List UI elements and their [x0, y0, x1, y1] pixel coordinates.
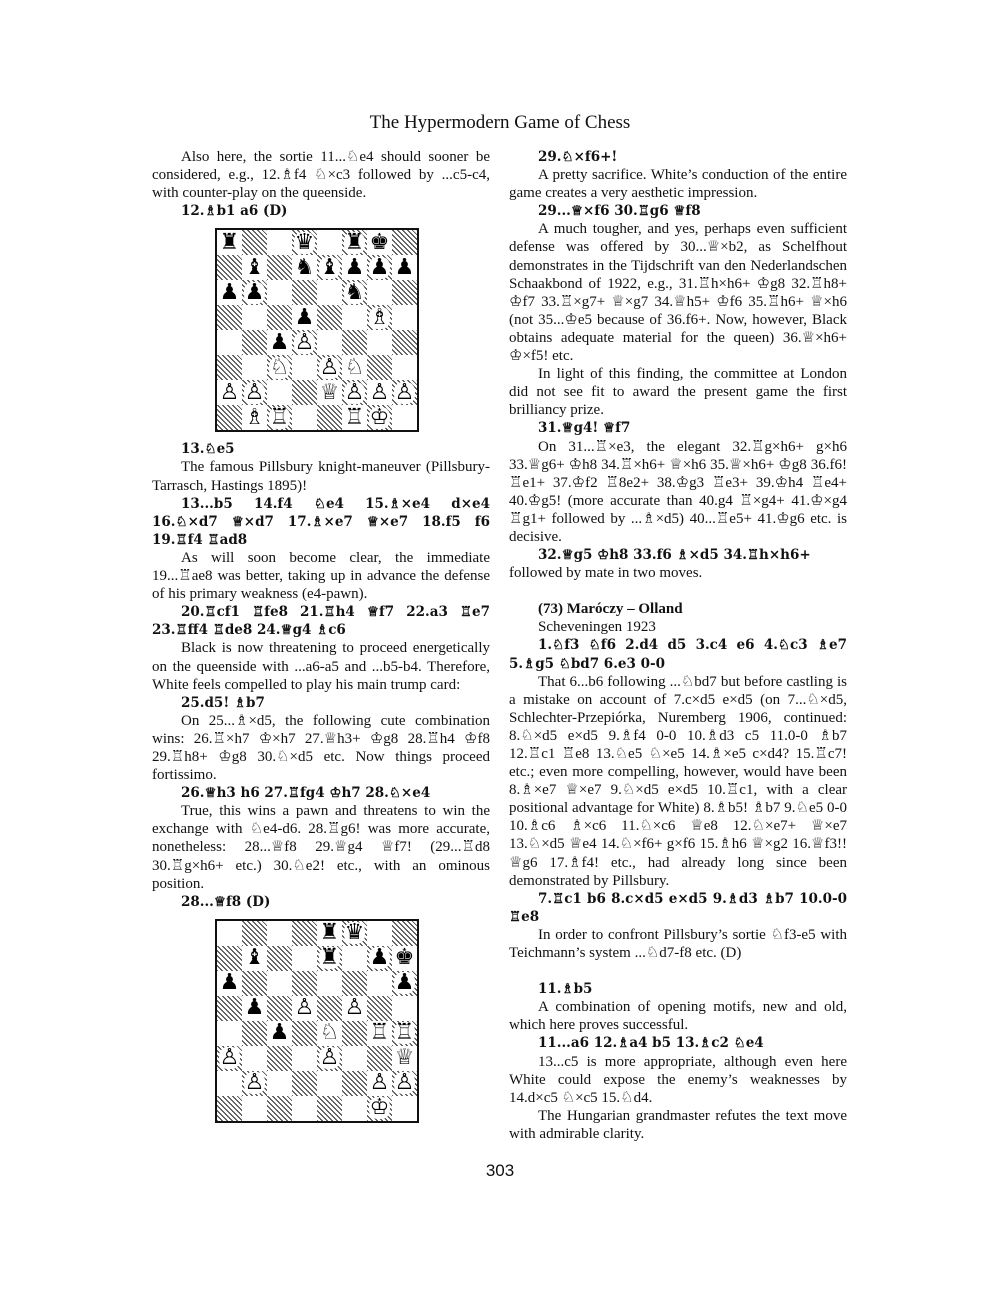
chess-diagram-2	[215, 919, 419, 1123]
board-square	[242, 305, 267, 330]
board-square	[292, 971, 317, 996]
paragraph: In order to confront Pillsbury’s sortie ♘f3-e5 with Teichmann’s system ...♘d7-f8 etc. (D)	[509, 926, 847, 962]
move-line: 29.♘×f6+!	[538, 149, 618, 165]
move-line: 26.♕h3 h6 27.♖fg4 ♔h7 28.♘×e4	[181, 785, 431, 802]
board-square	[217, 255, 242, 280]
board-square	[342, 1071, 367, 1096]
board-square	[242, 280, 267, 305]
chess-piece-icon: ♙	[219, 379, 240, 405]
board-square	[317, 1021, 342, 1046]
board-square	[317, 996, 342, 1021]
chess-piece-icon: ♗	[369, 304, 390, 330]
move-line: 32.♕g5 ♔h8 33.f6 ♗×d5 34.♖h×h6+	[538, 547, 811, 564]
chess-piece-icon: ♖	[394, 1020, 415, 1046]
move-line: 25.d5! ♗b7	[181, 694, 265, 711]
move-line: 31.♕g4! ♕f7	[538, 420, 631, 437]
chess-piece-icon: ♘	[344, 354, 365, 380]
board-square	[267, 1096, 292, 1121]
chess-piece-icon: ♙	[344, 995, 365, 1021]
board-square	[217, 996, 242, 1021]
board-square	[342, 280, 367, 305]
paragraph: followed by mate in two moves.	[509, 565, 703, 582]
board-square	[242, 330, 267, 355]
board-square	[267, 255, 292, 280]
board-square	[392, 280, 417, 305]
board-square	[367, 280, 392, 305]
board-square	[392, 1046, 417, 1071]
board-square	[392, 355, 417, 380]
board-square	[367, 405, 392, 430]
chess-piece-icon: ♙	[219, 1045, 240, 1071]
chess-piece-icon: ♙	[294, 995, 315, 1021]
board-square	[242, 405, 267, 430]
chess-piece-icon: ♗	[244, 404, 265, 430]
board-square	[342, 355, 367, 380]
board-square	[367, 380, 392, 405]
board-square	[367, 1071, 392, 1096]
paragraph: The Hungarian grandmaster refutes the text move with admirable clarity.	[509, 1107, 847, 1142]
chess-piece-icon: ♟	[394, 970, 415, 996]
board-square	[392, 971, 417, 996]
chess-piece-icon: ♙	[319, 354, 340, 380]
paragraph: In light of this finding, the committee at London did not see fit to award the present game the first brilliancy prize.	[509, 366, 847, 419]
board-square	[317, 1071, 342, 1096]
paragraph: A pretty sacrifice. White’s conduction of the entire game creates a very aesthetic impression.	[509, 167, 847, 202]
paragraph: Also here, the sortie 11...♘e4 should sooner be considered, e.g., 12.♗f4 ♘×c3 followed by ...c5-c4, with counter-play on the queenside.	[152, 149, 490, 202]
board-square	[267, 330, 292, 355]
chess-piece-icon: ♙	[244, 1070, 265, 1096]
chess-piece-icon: ♜	[319, 945, 340, 971]
board-square	[217, 921, 242, 946]
chess-piece-icon: ♟	[369, 254, 390, 280]
board-square	[217, 946, 242, 971]
board-square	[292, 1096, 317, 1121]
board-square	[217, 380, 242, 405]
board-square	[242, 1021, 267, 1046]
board-square	[217, 1071, 242, 1096]
chess-piece-icon: ♜	[344, 229, 365, 255]
board-square	[267, 230, 292, 255]
chess-piece-icon: ♙	[369, 379, 390, 405]
move-line: 12.♗b1 a6 (D)	[181, 203, 288, 220]
board-square	[267, 305, 292, 330]
board-square	[392, 330, 417, 355]
running-header: The Hypermodern Game of Chess	[369, 112, 631, 133]
board-square	[217, 1046, 242, 1071]
chess-piece-icon: ♟	[244, 279, 265, 305]
chess-piece-icon: ♚	[394, 945, 415, 971]
board-square	[392, 405, 417, 430]
board-square	[342, 971, 367, 996]
board-square	[267, 1046, 292, 1071]
board-square	[367, 1021, 392, 1046]
board-square	[367, 255, 392, 280]
board-square	[317, 1046, 342, 1071]
board-square	[267, 971, 292, 996]
board-square	[217, 305, 242, 330]
board-square	[217, 1021, 242, 1046]
chess-piece-icon: ♖	[269, 404, 290, 430]
board-square	[292, 380, 317, 405]
board-square	[217, 1096, 242, 1121]
board-square	[242, 230, 267, 255]
board-square	[317, 330, 342, 355]
paragraph: 13...c5 is more appropriate, although even here White could expose the enemy’s weaknesses by 14.d×c5 ♘×c5 15.♘d4.	[509, 1053, 847, 1106]
board-square	[392, 996, 417, 1021]
board-square	[217, 330, 242, 355]
board-square	[267, 1071, 292, 1096]
chess-piece-icon: ♟	[344, 254, 365, 280]
move-line: 11...a6 12.♗a4 b5 13.♗c2 ♘e4	[538, 1035, 764, 1052]
board-square	[292, 255, 317, 280]
game-title: (73) Maróczy – Olland	[538, 601, 683, 618]
board-square	[342, 1096, 367, 1121]
chess-piece-icon: ♝	[244, 945, 265, 971]
board-square	[317, 946, 342, 971]
board-square	[367, 1096, 392, 1121]
board-square	[292, 1021, 317, 1046]
board-square	[292, 946, 317, 971]
chess-piece-icon: ♖	[369, 1020, 390, 1046]
board-square	[242, 971, 267, 996]
board-square	[392, 921, 417, 946]
board-square	[267, 380, 292, 405]
board-square	[342, 996, 367, 1021]
chess-piece-icon: ♔	[369, 404, 390, 430]
board-square	[317, 405, 342, 430]
paragraph: On 31...♖×e3, the elegant 32.♖g×h6+ g×h6 33.♕g6+ ♔h8 34.♖×h6+ ♕×h6 35.♕×h6+ ♔g8 36.f6! ♖e1+ 37.♔f2 ♖8e2+ 38.♔g3 ♖e3+ 39.♔h4 ♖e4+ 40.♔g5! (more accurate than 40.g4 ♖×g4+ 41.♔×g4 ♖g1+ followed by ...♗×d5) 40...♖e5+ 41.♔g6 etc. is decisive.	[509, 438, 847, 545]
chess-piece-icon: ♚	[369, 229, 390, 255]
board-square	[317, 230, 342, 255]
right-column	[509, 148, 847, 1143]
board-square	[392, 380, 417, 405]
chess-piece-icon: ♙	[244, 379, 265, 405]
board-square	[292, 305, 317, 330]
board-square	[242, 921, 267, 946]
move-line: 7.♖c1 b6 8.c×d5 e×d5 9.♗d3 ♗b7 10.0-0 ♖e8	[509, 890, 847, 925]
board-square	[367, 996, 392, 1021]
chess-piece-icon: ♝	[319, 254, 340, 280]
chess-piece-icon: ♞	[344, 279, 365, 305]
board-square	[292, 330, 317, 355]
board-square	[292, 230, 317, 255]
board-square	[367, 946, 392, 971]
board-square	[367, 921, 392, 946]
board-square	[342, 1046, 367, 1071]
paragraph: Black is now threatening to proceed energetically on the queenside with ...a6-a5 and ...b5-b4. Therefore, White feels compelled to play his main trump card:	[152, 640, 490, 693]
board-square	[392, 1096, 417, 1121]
chess-piece-icon: ♟	[269, 1020, 290, 1046]
chess-piece-icon: ♙	[369, 1070, 390, 1096]
board-square	[242, 380, 267, 405]
chess-piece-icon: ♕	[319, 379, 340, 405]
paragraph: True, this wins a pawn and threatens to win the exchange with ♘e4-d6. 28.♖g6! was more accurate, nonetheless: 28...♕f8 29.♕g4 ♕f7! (29...♖d8 30.♖g×h6+ etc.) 30.♘e2! etc., with an ominous position.	[152, 803, 490, 892]
move-line: 13...b5 14.f4 ♘e4 15.♗×e4 d×e4 16.♘×d7 ♕×d7 17.♗×e7 ♕×e7 18.f5 f6 19.♖f4 ♖ad8	[152, 495, 490, 548]
chess-piece-icon: ♟	[394, 254, 415, 280]
board-square	[292, 1046, 317, 1071]
left-column	[152, 148, 490, 1131]
board-square	[292, 1071, 317, 1096]
board-square	[317, 305, 342, 330]
chess-piece-icon: ♙	[394, 379, 415, 405]
game-event: Scheveningen 1923	[538, 619, 656, 636]
chess-piece-icon: ♜	[219, 229, 240, 255]
board-square	[217, 280, 242, 305]
chess-piece-icon: ♛	[344, 920, 365, 946]
board-square	[342, 380, 367, 405]
chess-piece-icon: ♔	[369, 1095, 390, 1121]
chess-piece-icon: ♘	[319, 1020, 340, 1046]
paragraph: A combination of opening motifs, new and old, which here proves successful.	[509, 999, 847, 1034]
board-square	[392, 255, 417, 280]
board-square	[392, 305, 417, 330]
board-square	[317, 971, 342, 996]
chess-piece-icon: ♟	[219, 970, 240, 996]
board-square	[317, 1096, 342, 1121]
chess-piece-icon: ♕	[394, 1045, 415, 1071]
board-square	[292, 921, 317, 946]
board-square	[317, 921, 342, 946]
board-square	[367, 330, 392, 355]
board-square	[242, 946, 267, 971]
board-square	[392, 1021, 417, 1046]
page-number: 303	[485, 1161, 515, 1180]
board-square	[317, 280, 342, 305]
move-line: 13.♘e5	[181, 441, 235, 458]
chess-piece-icon: ♟	[294, 304, 315, 330]
chess-piece-icon: ♙	[344, 379, 365, 405]
move-line: 29...♕×f6 30.♖g6 ♕f8	[538, 203, 701, 220]
board-square	[342, 1021, 367, 1046]
chess-piece-icon: ♟	[369, 945, 390, 971]
board-square	[342, 946, 367, 971]
board-square	[292, 355, 317, 380]
chess-piece-icon: ♘	[269, 354, 290, 380]
board-square	[342, 330, 367, 355]
board-square	[267, 921, 292, 946]
board-square	[217, 405, 242, 430]
board-square	[242, 996, 267, 1021]
paragraph: A much tougher, and yes, perhaps even sufficient defense was offered by 30...♕×b2, as Schelfhout demonstrates in the Tijdschrift van den Nederlandschen Schaakbond of 1922, e.g., 31.♖h×h6+ ♔g8 32.♖h8+ ♔f7 33.♖×g7+ ♕×g7 34.♕h5+ ♔f6 35.♖h6+ ♕×h6 (not 35...♔e5 because of 36.f6+. Now, however, Black obtains adequate material for the queen) 36.♕×h6+ ♔×f5! etc.	[509, 221, 847, 365]
board-square	[342, 230, 367, 255]
board-square	[367, 1046, 392, 1071]
board-square	[267, 1021, 292, 1046]
move-line: 28...♕f8 (D)	[181, 893, 271, 910]
board-square	[242, 1096, 267, 1121]
board-square	[342, 255, 367, 280]
board-square	[217, 971, 242, 996]
board-square	[342, 405, 367, 430]
board-square	[367, 230, 392, 255]
board-square	[317, 380, 342, 405]
paragraph: As will soon become clear, the immediate 19...♖ae8 was better, taking up in advance the defense of his primary weakness (e4-pawn).	[152, 549, 490, 603]
move-line: 11.♗b5	[538, 981, 593, 998]
board-square	[317, 355, 342, 380]
board-square	[392, 230, 417, 255]
move-line: 20.♖cf1 ♖fe8 21.♖h4 ♕f7 22.a3 ♖e7 23.♖ff4 ♖de8 24.♕g4 ♗c6	[152, 604, 490, 639]
chess-piece-icon: ♙	[394, 1070, 415, 1096]
board-square	[392, 1071, 417, 1096]
paragraph: The famous Pillsbury knight-maneuver (Pillsbury-Tarrasch, Hastings 1895)!	[152, 459, 490, 494]
paragraph: On 25...♗×d5, the following cute combination wins: 26.♖×h7 ♔×h7 27.♕h3+ ♔g8 28.♖h4 ♔f8 29.♖h8+ ♔g8 30.♘×d5 etc. Now things proceed fortissimo.	[152, 712, 490, 784]
board-square	[292, 280, 317, 305]
chess-piece-icon: ♙	[319, 1045, 340, 1071]
board-square	[292, 996, 317, 1021]
board-square	[242, 255, 267, 280]
board-square	[317, 255, 342, 280]
board-square	[267, 946, 292, 971]
board-square	[392, 946, 417, 971]
board-square	[242, 1046, 267, 1071]
board-square	[367, 305, 392, 330]
chess-piece-icon: ♝	[244, 254, 265, 280]
paragraph: That 6...b6 following ...♘bd7 but before castling is a mistake on account of 7.c×d5 e×d5 (on 7...♘×d5, Schlechter-Przepiórka, Nuremberg 1906, continued: 8.♘×d5 e×d5 9.♗f4 0-0 10.♗d3 c5 11.0-0 ♗b7 12.♖c1 ♖e8 13.♘e5 ♘×e5 14.♗×e5 c×d4? 15.♖c7! etc.; even more compelling, however, would have been 8.♗×e7 ♕×e7 9.♘×d5 e×d5 10.♖c1, with a clear positional advantage for White) 8.♗b5! ♗b7 9.♘e5 0-0 10.♗c6 ♗×c6 11.♘×c6 ♕e8 12.♘×e7+ ♕×e7 13.♘×d5 ♕e4 14.♘×f6+ g×f6 15.♗h6 ♕×g2 16.♕f3!! ♕g6 17.♗f4! etc., had already long since been demonstrated by Pillsbury.	[509, 673, 847, 889]
chess-piece-icon: ♞	[294, 254, 315, 280]
chess-piece-icon: ♙	[294, 329, 315, 355]
board-square	[267, 996, 292, 1021]
board-square	[217, 355, 242, 380]
chess-piece-icon: ♜	[319, 920, 340, 946]
board-square	[267, 405, 292, 430]
chess-diagram-1	[215, 228, 419, 432]
board-square	[267, 280, 292, 305]
board-square	[292, 405, 317, 430]
board-square	[242, 355, 267, 380]
chess-piece-icon: ♟	[244, 995, 265, 1021]
chess-piece-icon: ♛	[294, 229, 315, 255]
board-square	[367, 971, 392, 996]
board-square	[217, 230, 242, 255]
board-square	[367, 355, 392, 380]
board-square	[342, 921, 367, 946]
move-line: 1.♘f3 ♘f6 2.d4 d5 3.c4 e6 4.♘c3 ♗e7 5.♗g5 ♘bd7 6.e3 0-0	[509, 637, 847, 672]
board-square	[267, 355, 292, 380]
board-square	[242, 1071, 267, 1096]
chess-piece-icon: ♟	[219, 279, 240, 305]
board-square	[342, 305, 367, 330]
chess-piece-icon: ♟	[269, 329, 290, 355]
chess-piece-icon: ♖	[344, 404, 365, 430]
